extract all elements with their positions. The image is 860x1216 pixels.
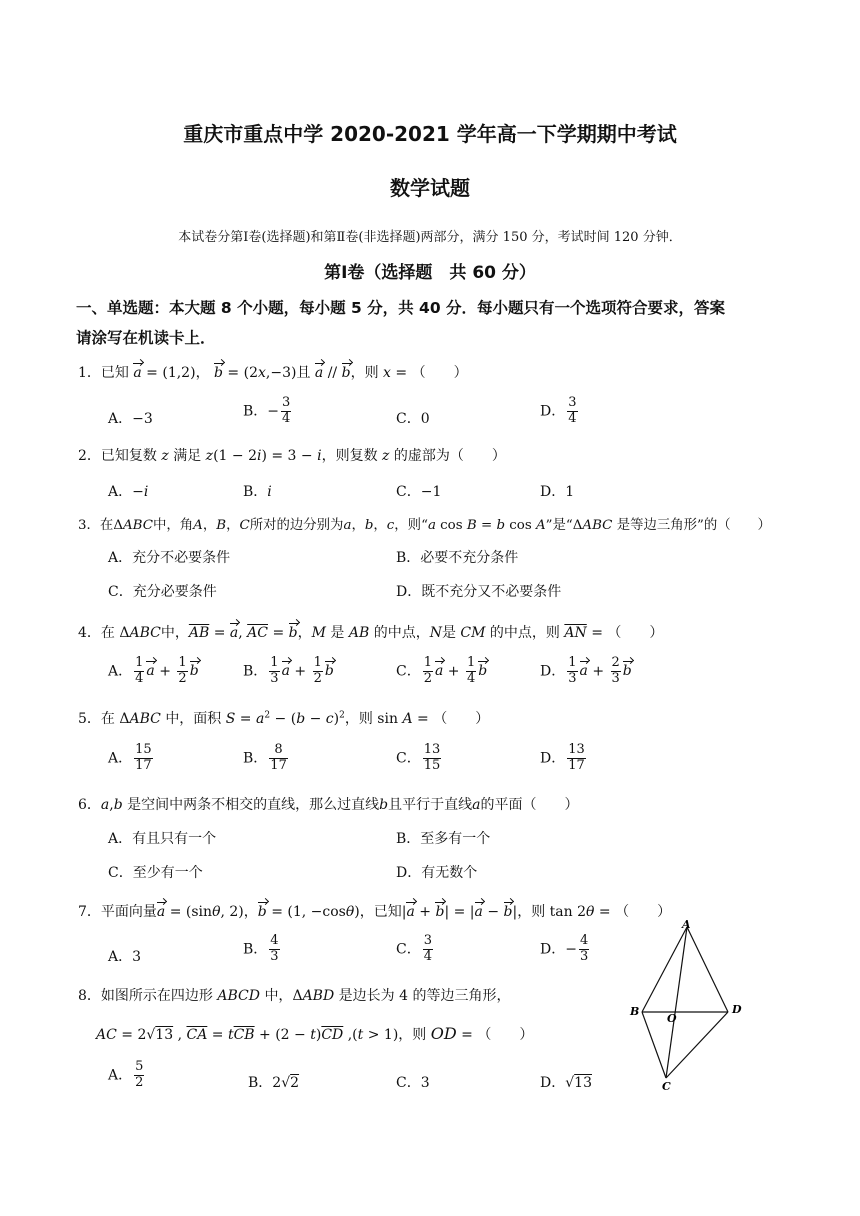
question-5-stem: 5．在 ΔABC 中，面积 $S = a^2 - (b - c)^2$，则 sin A = （ ）	[78, 710, 490, 727]
question-8-stem-line1: 8．如图所示在四边形 ABCD 中，ΔABD 是边长为 4 的等边三角形，	[78, 988, 511, 1004]
question-6-option-c[interactable]: C．至少有一个	[108, 865, 203, 881]
question-1-option-d[interactable]: D． $\frac{3}{4}$	[540, 395, 577, 426]
question-1-option-a[interactable]: A．−3	[108, 411, 153, 427]
question-4-stem: 4．在 ΔABC中，$\overline{AB} = a$, $\overline{AC} = b$，M 是 AB 的中点，N是 CM 的中点，则 $\overline{AN}$ = （ ）	[78, 625, 664, 641]
question-7-option-b[interactable]: B． $\frac{4}{3}$	[243, 933, 279, 964]
figure-label-a: A	[682, 918, 691, 931]
question-2-option-d[interactable]: D．1	[540, 484, 575, 500]
question-8-stem-line2: AC = 2√13 , $\overline{CA} = t\overline{CB} + (2 - t)\overline{CD}$ ,(t > 1)，则 OD = （ ）	[96, 1024, 534, 1043]
question-6-option-b[interactable]: B．至多有一个	[396, 831, 491, 847]
question-3-option-c[interactable]: C．充分必要条件	[108, 584, 217, 600]
question-1-option-b[interactable]: B．− $\frac{3}{4}$	[243, 395, 291, 426]
question-5-option-b[interactable]: B． $\frac{8}{17}$	[243, 742, 287, 773]
figure-label-d: D	[732, 1003, 742, 1016]
question-2-option-b[interactable]: B．i	[243, 484, 272, 500]
figure-label-c: C	[662, 1080, 671, 1093]
question-7-stem: 7．平面向量a = (sinθ, 2)，b = (1, −cosθ)，已知|a + b| = |a − b|，则 tan 2θ = （ ）	[78, 904, 672, 920]
question-6-stem: 6．a,b 是空间中两条不相交的直线，那么过直线b且平行于直线a的平面（ ）	[78, 797, 579, 813]
question-3-option-d[interactable]: D．既不充分又不必要条件	[396, 584, 562, 600]
question-7-option-c[interactable]: C． $\frac{3}{4}$	[396, 933, 432, 964]
question-4-option-d[interactable]: D． $\frac{1}{3}$ a + $\frac{2}{3}$ b	[540, 655, 632, 686]
part-title: 第Ⅰ卷（选择题 共 60 分）	[324, 263, 536, 283]
question-4-option-b[interactable]: B． $\frac{1}{3}$ a + $\frac{1}{2}$ b	[243, 655, 334, 686]
section-heading-line2: 请涂写在机读卡上．	[76, 329, 216, 347]
question-3-stem: 3．在ΔABC中，角A，B，C所对的边分别为a，b，c，则“a cos B = b cos A”是“ΔABC 是等边三角形”的（ ）	[78, 518, 771, 533]
question-2-option-c[interactable]: C．−1	[396, 484, 442, 500]
question-4-option-c[interactable]: C． $\frac{1}{2}$ a + $\frac{1}{4}$ b	[396, 655, 488, 686]
question-6-option-a[interactable]: A．有且只有一个	[108, 831, 217, 847]
question-3-option-b[interactable]: B．必要不充分条件	[396, 550, 519, 566]
quadrilateral-figure	[620, 915, 760, 1095]
figure-label-b: B	[630, 1005, 640, 1018]
figure-label-o: O	[667, 1012, 677, 1025]
question-7-option-d[interactable]: D．− $\frac{4}{3}$	[540, 933, 589, 964]
exam-subtitle: 数学试题	[390, 176, 470, 200]
question-5-option-d[interactable]: D． $\frac{13}{17}$	[540, 742, 585, 773]
question-2-option-a[interactable]: A．−i	[108, 484, 149, 500]
question-8-option-b[interactable]: B．2√2	[248, 1075, 300, 1091]
question-8-option-d[interactable]: D．√13	[540, 1075, 592, 1091]
question-4-option-a[interactable]: A． $\frac{1}{4}$ a + $\frac{1}{2}$ b	[108, 655, 199, 686]
question-7-option-a[interactable]: A．3	[108, 949, 142, 965]
question-5-option-a[interactable]: A． $\frac{15}{17}$	[108, 742, 152, 773]
question-5-option-c[interactable]: C． $\frac{13}{15}$	[396, 742, 441, 773]
exam-note: 本试卷分第Ⅰ卷(选择题)和第Ⅱ卷(非选择题)两部分，满分 150 分，考试时间 120 分钟．	[178, 230, 682, 245]
question-6-option-d[interactable]: D．有无数个	[396, 865, 478, 881]
question-8-option-a[interactable]: A． $\frac{5}{2}$	[108, 1059, 144, 1090]
question-1-stem: 1．已知 a = (1,2)， b = (2x,−3)且 a // b，则 x = （ ）	[78, 365, 468, 381]
question-1-option-c[interactable]: C．0	[396, 411, 430, 427]
question-8-option-c[interactable]: C．3	[396, 1075, 430, 1091]
exam-title: 重庆市重点中学 2020-2021 学年高一下学期期中考试	[183, 122, 677, 146]
question-2-stem: 2．已知复数 z 满足 z(1 − 2i) = 3 − i，则复数 z 的虚部为（ ）	[78, 448, 506, 464]
section-heading-line1: 一、单选题：本大题 8 个小题，每小题 5 分，共 40 分．每小题只有一个选项符合要求，答案	[76, 299, 726, 317]
figure-lines	[642, 927, 728, 1078]
question-3-option-a[interactable]: A．充分不必要条件	[108, 550, 231, 566]
